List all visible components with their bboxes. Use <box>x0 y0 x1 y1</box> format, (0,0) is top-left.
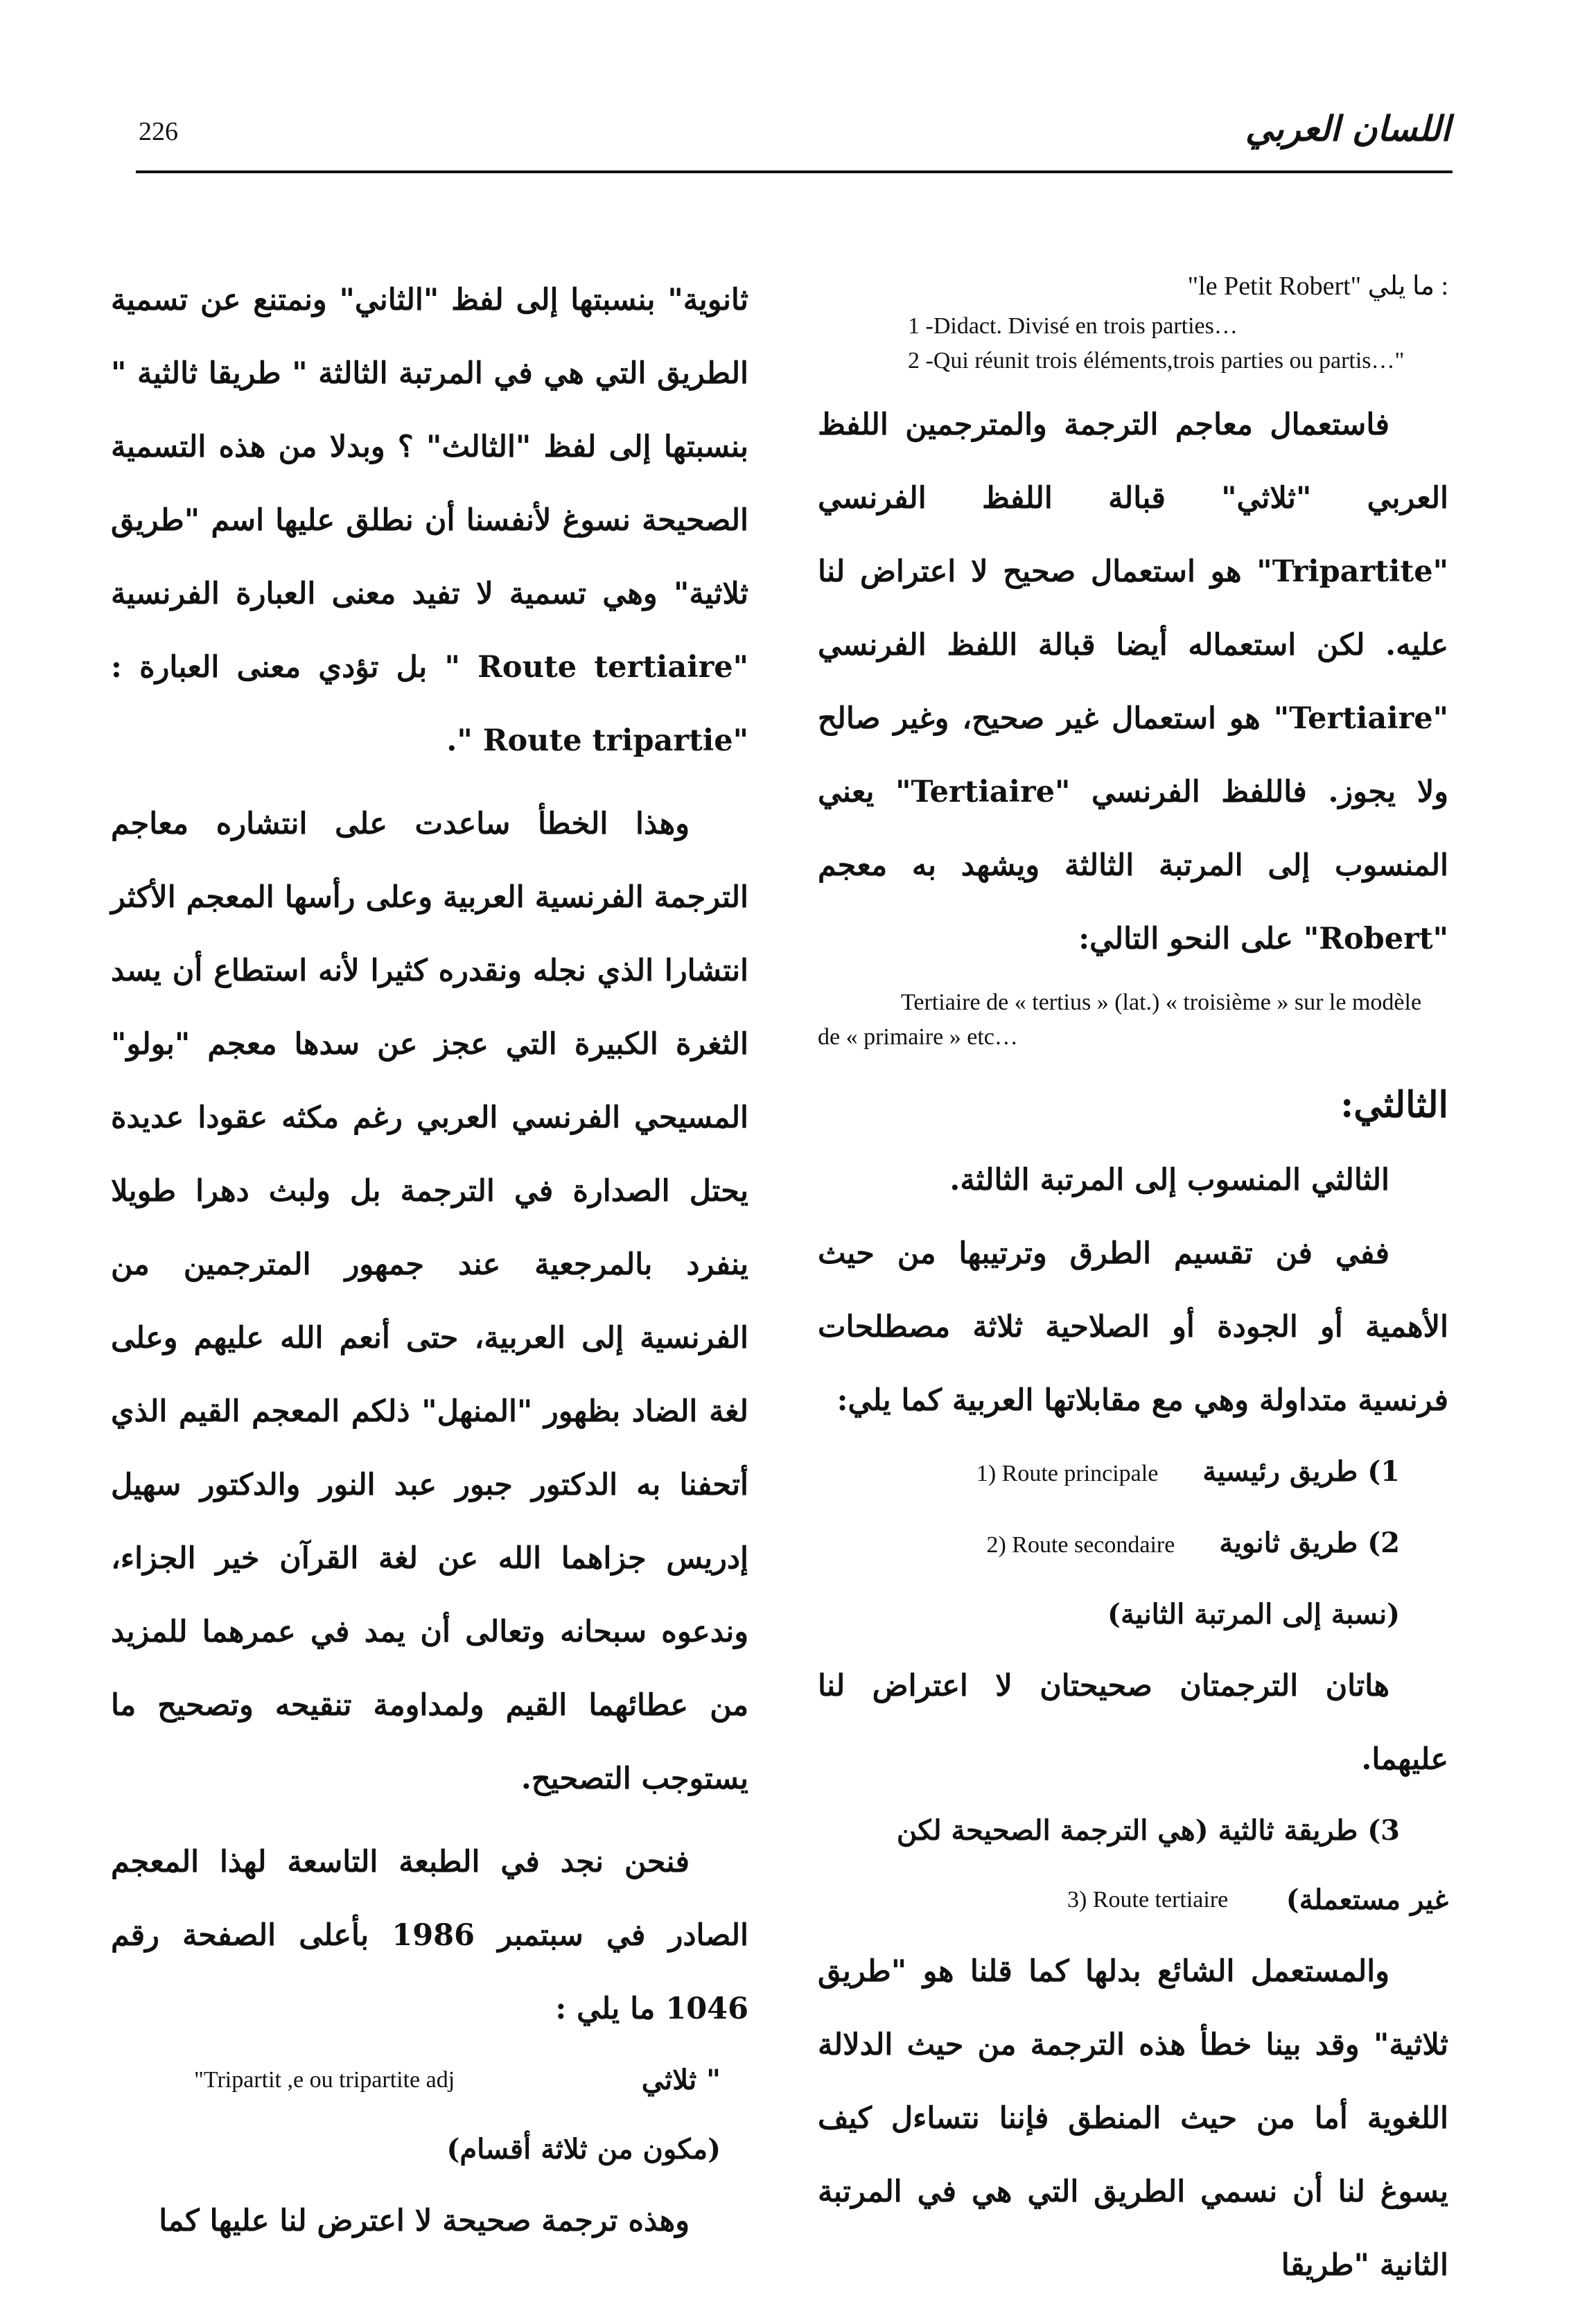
list-item-fr: 1) Route principale <box>976 1461 1159 1486</box>
tertiaire-quote: Tertiaire de « tertius » (lat.) « troisième » sur le modèle de « primaire » etc… <box>818 990 1422 1050</box>
section-heading: الثالثي: <box>1340 1084 1448 1126</box>
list-item: 3) طريقة ثالثية (هي الترجمة الصحيحة لكن <box>896 1814 1400 1847</box>
list-item-note: (نسبة إلى المرتبة الثانية) <box>1107 1598 1400 1631</box>
entry-note: (مكون من ثلاثة أقسام) <box>446 2133 721 2165</box>
journal-logo: اللسان العربي <box>1245 108 1450 149</box>
list-item-fr: 3) Route tertiaire <box>1067 1887 1229 1913</box>
list-item-ar: غير مستعملة) <box>1286 1883 1448 1916</box>
list-item-ar: 2) طريق ثانوية <box>1219 1527 1400 1559</box>
paragraph: وهذه ترجمة صحيحة لا اعترض لنا عليها كما <box>159 2204 690 2238</box>
entry-fr: "Tripartit ,e ou tripartite adj <box>194 2067 455 2093</box>
paragraph: وهذا الخطأ ساعدت على انتشاره معاجم الترجمة الفرنسية العربية وعلى رأسها المعجم الأكثر انتشارا الذي نجله ونقدره كثيرا لأنه استطاع أن يسد الثغرة الكبيرة التي عجز عن سدها معجم "بولو" المسيحي الفرنسي العربي رغم مكثه عقودا عديدة يحتل الصدارة في الترجمة بل ولبث دهرا طويلا ينفرد بالمرجعية عند جمهور المترجمين من الفرنسية إلى العربية، حتى أنعم الله عليهم وعلى لغة الضاد بظهور "المنهل" ذلكم المعجم القيم الذي أتحفنا به الدكتور جبور عبد النور والدكتور سهيل إدريس جزاهما الله عن لغة القرآن خير الجزاء، وندعوه سبحانه وتعالى أن يمد في عمرهما للمزيد من عطائهما القيم ولمداومة تنقيحه وتصحيح ما يستوجب التصحيح. <box>111 807 749 1796</box>
list-item <box>818 1509 1448 1580</box>
list-item-ar: 1) طريق رئيسية <box>1202 1455 1400 1488</box>
list-item-fr: 2) Route secondaire <box>986 1532 1175 1558</box>
intro-line: "le Petit Robert" ما يلي : <box>1187 272 1448 301</box>
paragraph: ففي فن تقسيم الطرق وترتيبها من حيث الأهمية أو الجودة أو الصلاحية ثلاثة مصطلحات فرنسية متداولة وهي مع مقابلاتها العربية كما يلي: <box>818 1236 1448 1418</box>
header-rule <box>136 170 1453 173</box>
entry-ar: " ثلاثي <box>641 2064 721 2096</box>
list-item <box>818 1437 1448 1509</box>
robert-definition-1: 1 -Didact. Divisé en trois parties… <box>908 313 1238 339</box>
robert-definition-2: 2 -Qui réunit trois éléments,trois parties ou partis…" <box>908 348 1405 374</box>
definition-line: الثالثي المنسوب إلى المرتبة الثالثة. <box>949 1163 1389 1197</box>
dictionary-entry <box>111 2046 748 2115</box>
left-column <box>111 263 748 2258</box>
list-item-note <box>818 1865 1448 1935</box>
paragraph: والمستعمل الشائع بدلها كما قلنا هو "طريق ثلاثية" وقد بينا خطأ هذه الترجمة من حيث الدلالة اللغوية أما من حيث المنطق فإننا نتساءل كيف يسوغ لنا أن نسمي الطريق التي هي في المرتبة الثانية "طريقا <box>818 1954 1448 2283</box>
paragraph: ثانوية" بنسبتها إلى لفظ "الثاني" ونمتنع عن تسمية الطريق التي هي في المرتبة الثالثة " طريقا ثالثية " بنسبتها إلى لفظ "الثالث" ؟ وبدلا من هذه التسمية الصحيحة نسوغ لأنفسنا أن نطلق عليها اسم "طريق ثلاثية" وهي تسمية لا تفيد معنى العبارة الفرنسية "Route tertiaire " بل تؤدي معنى العبارة : "Route tripartie ". <box>111 283 749 758</box>
paragraph: فنحن نجد في الطبعة التاسعة لهذا المعجم الصادر في سبتمبر 1986 بأعلى الصفحة رقم 1046 ما يلي : <box>111 1845 748 2026</box>
paragraph: هاتان الترجمتان صحيحتان لا اعتراض لنا عليهما. <box>818 1669 1448 1777</box>
right-column <box>818 263 1448 2302</box>
paragraph: فاستعمال معاجم الترجمة والمترجمين اللفظ العربي "ثلاثي" قبالة اللفظ الفرنسي "Tripartite" هو استعمال صحيح لا اعتراض لنا عليه. لكن استعماله أيضا قبالة اللفظ الفرنسي "Tertiaire" هو استعمال غير صحيح، وغير صالح ولا يجوز. فاللفظ الفرنسي "Tertiaire" يعني المنسوب إلى المرتبة الثالثة ويشهد به معجم "Robert" على النحو التالي: <box>818 407 1448 956</box>
page-number: 226 <box>139 117 178 146</box>
